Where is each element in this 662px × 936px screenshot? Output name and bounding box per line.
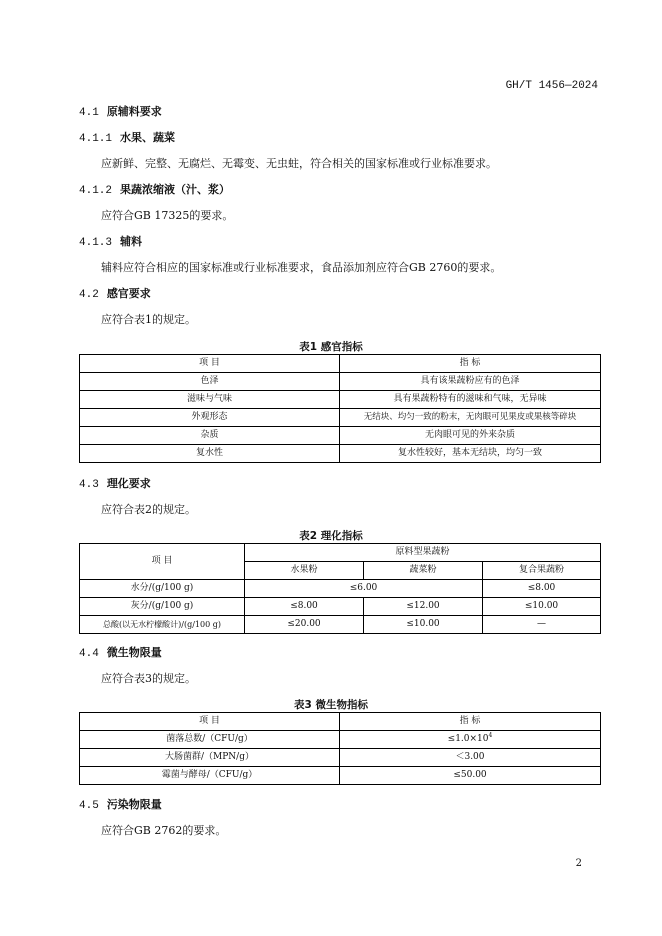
section-4-5-text: 应符合GB 2762的要求。 [101, 824, 227, 837]
item-cell: 水分/(g/100 g) [80, 580, 245, 598]
item-cell: 杂质 [80, 427, 340, 445]
section-4-4-heading [79, 644, 162, 660]
section-4-1-2-heading [79, 181, 230, 197]
section-title: 感官要求 [106, 287, 151, 300]
value-cell: ≤10.00 [483, 598, 601, 616]
section-number: 4.2 [79, 289, 99, 301]
table1-caption: 表1 感官指标 [299, 341, 363, 353]
section-4-3-heading [79, 475, 151, 491]
subheader-cell: 水果粉 [245, 562, 364, 580]
section-number: 4.1.3 [79, 237, 113, 249]
table-row [80, 391, 601, 409]
section-4-5-heading [79, 796, 162, 812]
section-4-4-text: 应符合表3的规定。 [101, 672, 196, 685]
item-cell: 色泽 [80, 373, 340, 391]
section-4-1-2-text: 应符合GB 17325的要求。 [101, 209, 234, 222]
value-cell [340, 731, 601, 749]
item-cell: 复水性 [80, 445, 340, 463]
table-row [80, 731, 601, 749]
table3-microbiological [79, 712, 601, 785]
section-4-1-1-heading [79, 129, 175, 145]
section-number: 4.4 [79, 648, 99, 660]
value-cell: ≤6.00 [245, 580, 483, 598]
section-4-1-heading [79, 103, 162, 119]
document-number: GH/T 1456—2024 [505, 80, 598, 92]
section-4-3-text: 应符合表2的规定。 [101, 503, 196, 516]
value-cell: 具有该果蔬粉应有的色泽 [340, 373, 601, 391]
table3-caption: 表3 微生物指标 [294, 699, 368, 711]
table-row [80, 373, 601, 391]
section-4-2-heading [79, 285, 151, 301]
section-title: 原辅料要求 [106, 105, 162, 118]
table-header-row [80, 544, 601, 562]
value-cell: — [483, 616, 601, 634]
table-row [80, 427, 601, 445]
header-cell: 指 标 [340, 355, 601, 373]
item-cell: 大肠菌群/（MPN/g） [80, 749, 340, 767]
section-title: 果蔬浓缩液（汁、浆） [120, 183, 231, 196]
value-cell: ≤8.00 [483, 580, 601, 598]
value-cell: ＜3.00 [340, 749, 601, 767]
table1-sensory [79, 354, 601, 463]
table-row [80, 580, 601, 598]
group-header-cell: 原料型果蔬粉 [245, 544, 601, 562]
item-cell: 总酸(以无水柠檬酸计)/(g/100 g) [80, 616, 245, 634]
section-number: 4.1 [79, 107, 99, 119]
value-cell: 无结块、均匀一致的粉末，无肉眼可见果皮或果核等碎块 [340, 409, 601, 427]
section-4-1-3-heading [79, 233, 142, 249]
value-cell: ≤20.00 [245, 616, 364, 634]
table2-physicochemical [79, 543, 601, 634]
table-row [80, 749, 601, 767]
table-header-row [80, 713, 601, 731]
header-cell: 指 标 [340, 713, 601, 731]
section-4-1-3-text: 辅料应符合相应的国家标准或行业标准要求，食品添加剂应符合GB 2760的要求。 [101, 261, 502, 274]
table-row [80, 767, 601, 785]
section-title: 污染物限量 [106, 798, 162, 811]
page-number: 2 [575, 858, 582, 869]
section-title: 理化要求 [106, 477, 151, 490]
value-cell: ≤10.00 [364, 616, 483, 634]
value-cell: ≤50.00 [340, 767, 601, 785]
value-cell: 无肉眼可见的外来杂质 [340, 427, 601, 445]
header-cell: 项 目 [80, 355, 340, 373]
value-cell: 具有果蔬粉特有的滋味和气味，无异味 [340, 391, 601, 409]
subheader-cell: 复合果蔬粉 [483, 562, 601, 580]
table-row [80, 409, 601, 427]
item-cell: 外观形态 [80, 409, 340, 427]
section-number: 4.1.1 [79, 133, 113, 145]
table-row [80, 598, 601, 616]
table-header-row [80, 355, 601, 373]
value-cell: ≤8.00 [245, 598, 364, 616]
section-title: 水果、蔬菜 [120, 131, 176, 144]
section-number: 4.3 [79, 479, 99, 491]
section-title: 辅料 [120, 235, 143, 248]
item-cell: 滋味与气味 [80, 391, 340, 409]
subheader-cell: 蔬菜粉 [364, 562, 483, 580]
section-4-2-text: 应符合表1的规定。 [101, 313, 196, 326]
item-cell: 菌落总数/（CFU/g） [80, 731, 340, 749]
item-cell: 霉菌与酵母/（CFU/g） [80, 767, 340, 785]
item-header-cell: 项 目 [80, 544, 245, 580]
section-4-1-1-text: 应新鲜、完整、无腐烂、无霉变、无虫蛀，符合相关的国家标准或行业标准要求。 [101, 157, 497, 170]
value-base: ≤1.0×10 [447, 734, 489, 744]
table-row [80, 445, 601, 463]
section-title: 微生物限量 [106, 646, 162, 659]
table2-caption: 表2 理化指标 [299, 530, 363, 542]
value-exponent: 4 [488, 732, 493, 739]
table-row [80, 616, 601, 634]
item-cell: 灰分/(g/100 g) [80, 598, 245, 616]
section-number: 4.1.2 [79, 185, 113, 197]
section-number: 4.5 [79, 800, 99, 812]
value-cell: ≤12.00 [364, 598, 483, 616]
value-cell: 复水性较好，基本无结块，均匀一致 [340, 445, 601, 463]
header-cell: 项 目 [80, 713, 340, 731]
